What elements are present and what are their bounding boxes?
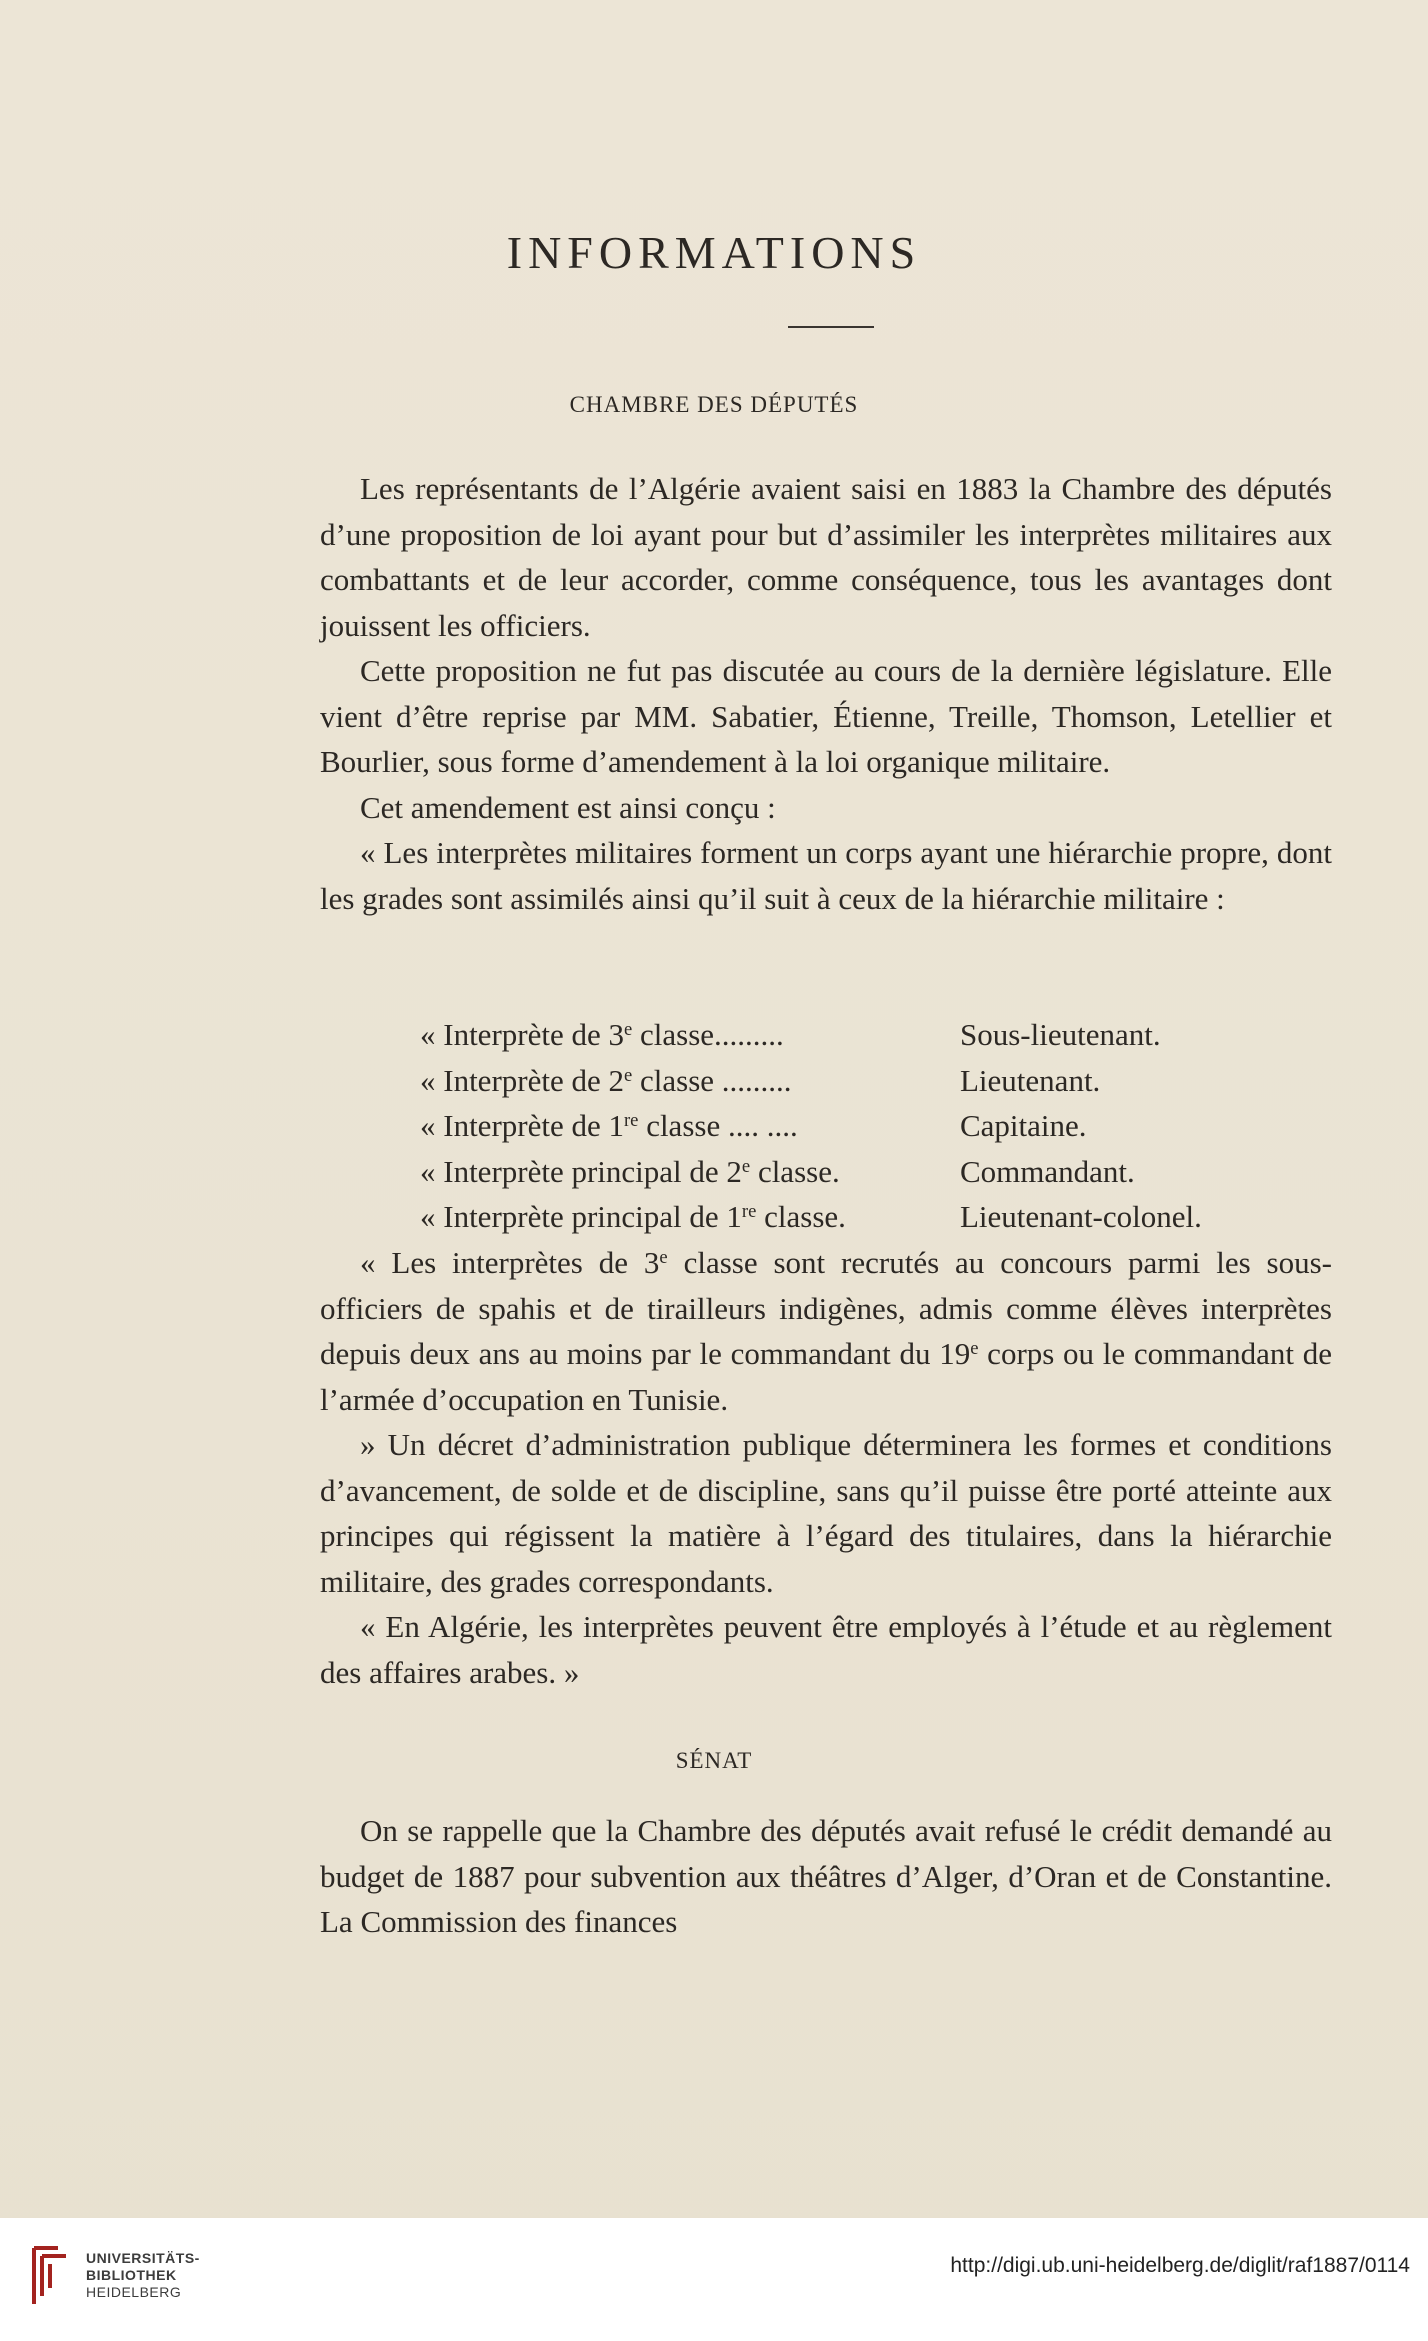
rank-row (420, 1103, 1300, 1149)
rank-table (420, 1012, 1300, 1240)
library-logo-icon (28, 2244, 72, 2308)
rank-interpreter-grade: « Interprète de 2e classe ......... (420, 1062, 792, 1098)
section2-body (320, 1808, 1332, 1945)
paragraph: On se rappelle que la Chambre des députés avait refusé le crédit demandé au budget de 1887 pour subvention aux théâtres d’Alger, d’Oran et de Constantine. La Commission des finances (320, 1813, 1332, 1939)
rank-interpreter-grade: « Interprète principal de 1re classe. (420, 1199, 846, 1234)
paragraph: « En Algérie, les interprètes peuvent être employés à l’étude et au règlement des affaires arabes. » (320, 1609, 1332, 1690)
rank-military-equivalent: Capitaine. (960, 1108, 1087, 1143)
rank-interpreter-grade: « Interprète de 3e classe......... (420, 1017, 784, 1052)
rank-interpreter-grade: « Interprète principal de 2e classe. (420, 1153, 840, 1189)
paragraph: Cette proposition ne fut pas discutée au cours de la dernière législature. Elle vient d’être reprise par MM. Sabatier, Étienne, Treille, Thomson, Letellier et Bourlier, sous forme d’amendement à la loi organique militaire. (320, 653, 1332, 779)
title-rule (788, 326, 874, 328)
section1-body-continued (320, 1240, 1332, 1695)
section1-body (320, 466, 1332, 921)
rank-row (420, 1149, 1300, 1195)
footer-bar (0, 2218, 1428, 2341)
rank-military-equivalent: Lieutenant. (960, 1062, 1101, 1098)
paragraph: Cet amendement est ainsi conçu : (360, 789, 776, 825)
page-title: INFORMATIONS (506, 227, 922, 278)
rank-military-equivalent: Lieutenant-colonel. (960, 1199, 1202, 1234)
rank-row (420, 1012, 1300, 1058)
source-url-link[interactable]: http://digi.ub.uni-heidelberg.de/diglit/raf1887/0114 (950, 2254, 1410, 2277)
library-name (86, 2250, 200, 2301)
paragraph: « Les interprètes militaires forment un corps ayant une hiérarchie propre, dont les grades sont assimilés ainsi qu’il suit à ceux de la hiérarchie militaire : (320, 835, 1332, 916)
rank-military-equivalent: Sous-lieutenant. (960, 1017, 1161, 1052)
paragraph: » Un décret d’administration publique déterminera les formes et conditions d’avancement, de solde et de discipline, sans qu’il puisse être porté atteinte aux principes qui régissent la matière à l’égard des titulaires, dans la hiérarchie militaire, des grades correspondants. (320, 1427, 1332, 1599)
rank-row (420, 1058, 1300, 1104)
rank-interpreter-grade: « Interprète de 1re classe .... .... (420, 1108, 798, 1143)
section-heading-chambre: CHAMBRE DES DÉPUTÉS (569, 392, 859, 417)
section-heading-senat: SÉNAT (675, 1748, 753, 1773)
paragraph: Les représentants de l’Algérie avaient saisi en 1883 la Chambre des députés d’une proposition de loi ayant pour but d’assimiler les interprètes militaires aux combattants et de leur accorder, comme conséquence, tous les avantages dont jouissent les officiers. (320, 471, 1332, 643)
library-line-2: BIBLIOTHEK (86, 2267, 177, 2283)
library-line-3: HEIDELBERG (86, 2284, 182, 2300)
library-line-1: UNIVERSITÄTS- (86, 2250, 200, 2266)
paragraph: « Les interprètes de 3e classe sont recrutés au concours parmi les sous-officiers de spahis et de tirailleurs indigènes, admis comme élèves interprètes depuis deux ans au moins par le commandant du 19e corps ou le commandant de l’armée d’occupation en Tunisie. (320, 1245, 1332, 1417)
rank-row (420, 1194, 1300, 1240)
rank-military-equivalent: Commandant. (960, 1153, 1135, 1189)
